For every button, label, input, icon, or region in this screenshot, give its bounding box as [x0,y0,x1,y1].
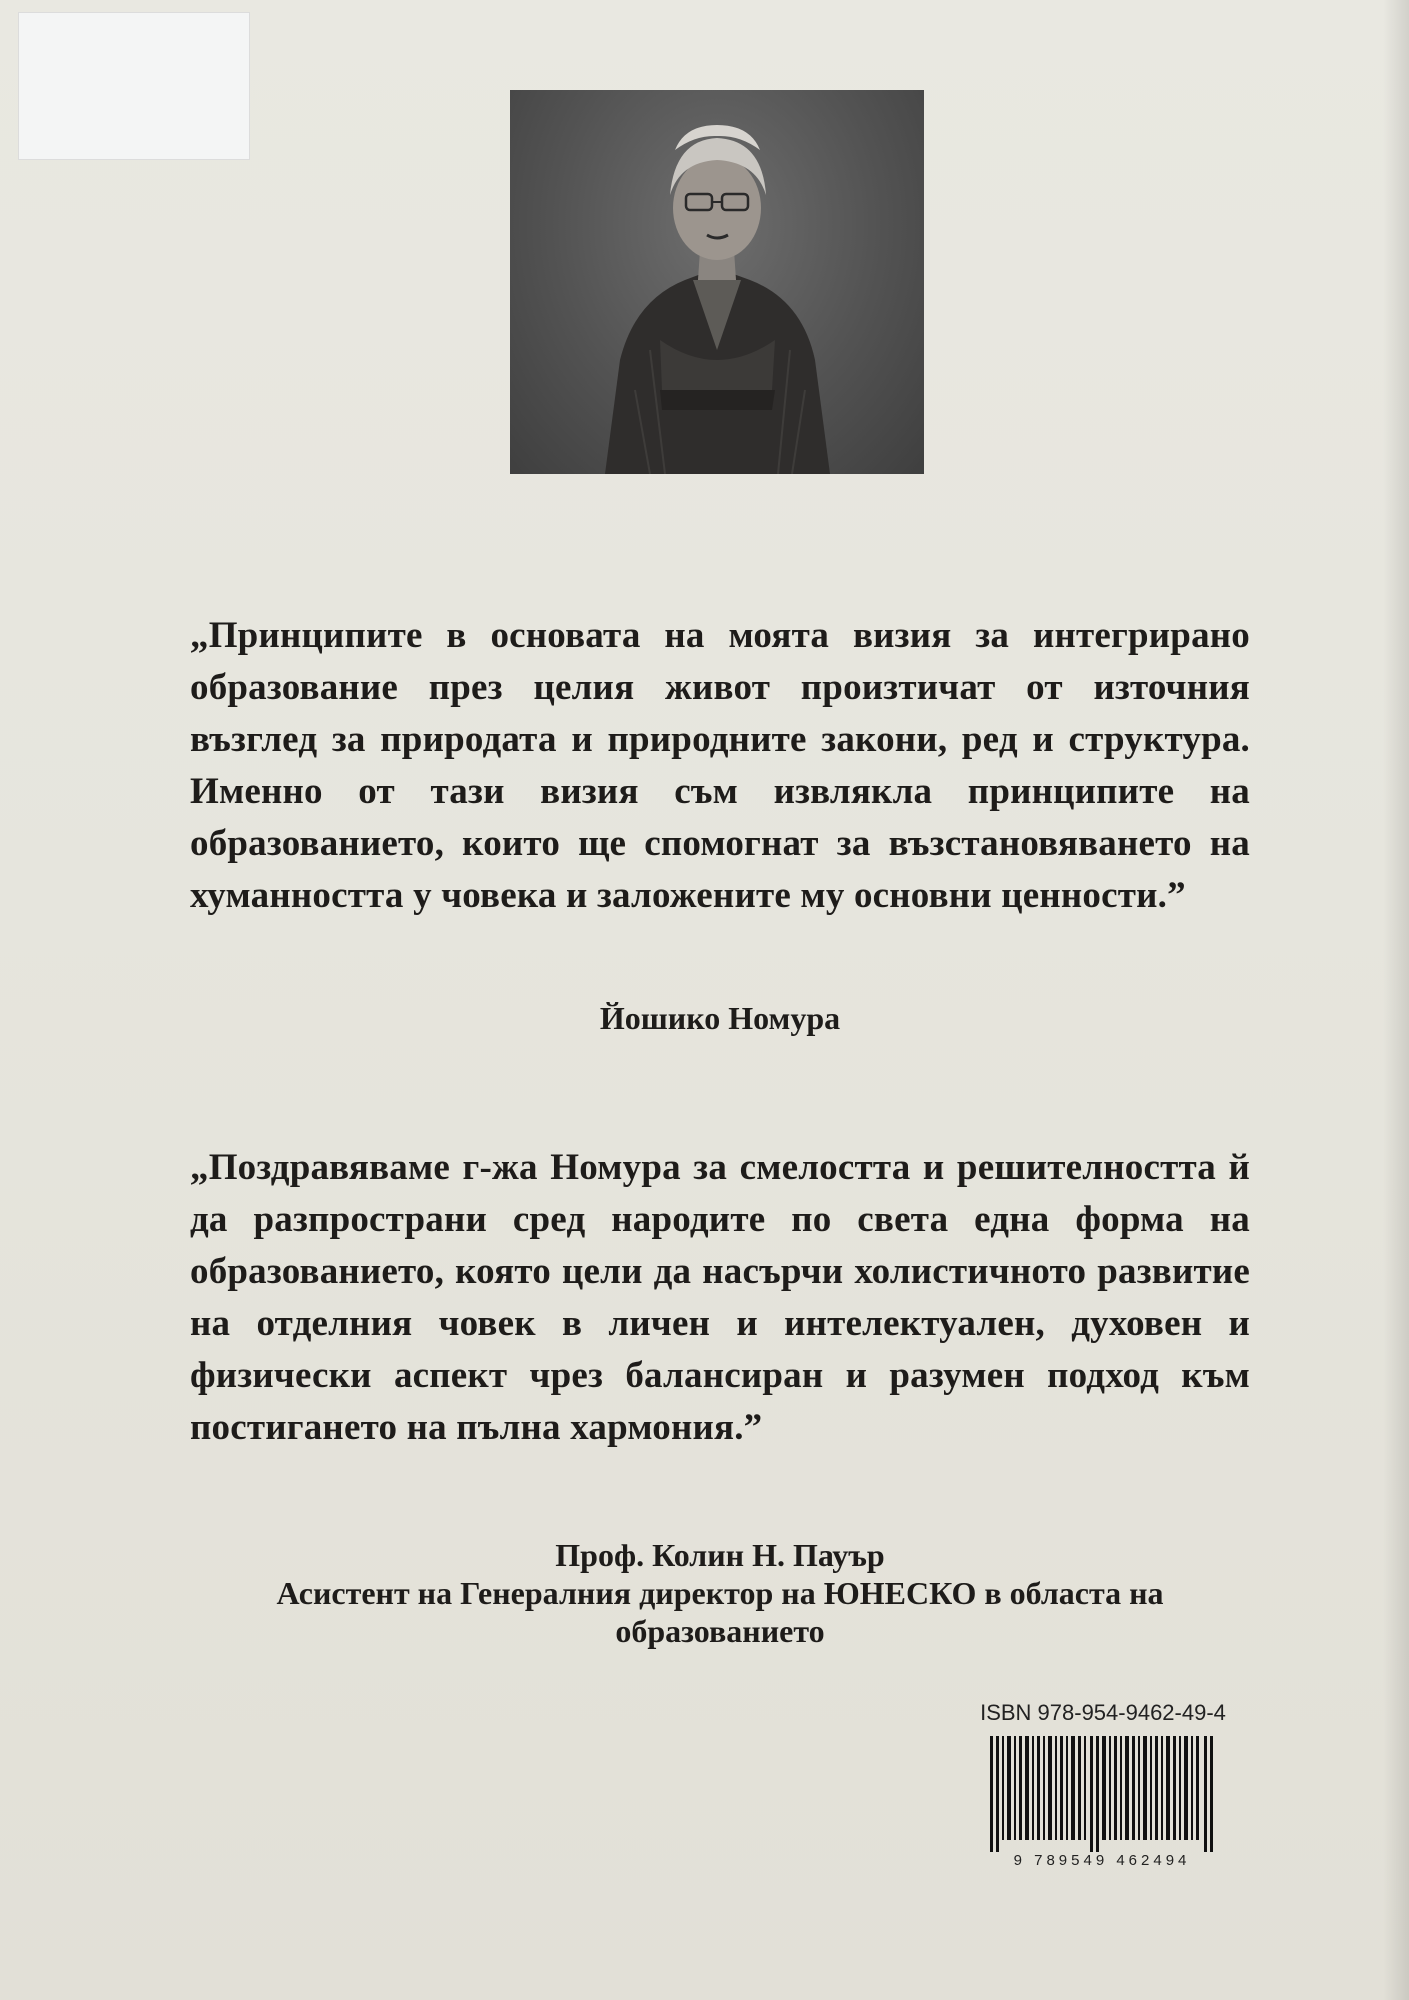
barcode-digits: 9 789549 462494 [1013,1852,1191,1869]
quote-nomura: „Принципите в основата на моята визия за интегрирано образование през целия живот произтичат от източния възглед за природата и природните закони, ред и структура. Именно от тази визия съм извлякла принципите на образованието, които ще спомогнат за възстановяването на хуманността у човека и заложените му основни ценности.” [190,615,1250,916]
author-name: Проф. Колин Н. Пауър [555,1537,885,1573]
quote-author-power [190,1536,1250,1650]
quote-author-nomura: Йошико Номура [599,1000,841,1036]
author-portrait-photo [510,90,924,474]
quote-power: „Поздравяваме г-жа Номура за смелостта и решителността й да разпространи сред народите по света една форма на образованието, която цели да насърчи холистичното развитие на отделния човек в личен и интелектуален, духовен и физически аспект чрез балансиран и разумен подход към постигането на пълна хармония.” [190,1147,1250,1448]
sticker-label [18,12,250,160]
barcode-icon [990,1736,1214,1852]
page-edge-shadow [1383,0,1409,2000]
portrait-icon [510,90,924,474]
isbn-label: ISBN 978-954-9462-49-4 [980,1700,1226,1725]
author-title: Асистент на Генералния директор на ЮНЕСКО в областа на образованието [276,1575,1164,1649]
